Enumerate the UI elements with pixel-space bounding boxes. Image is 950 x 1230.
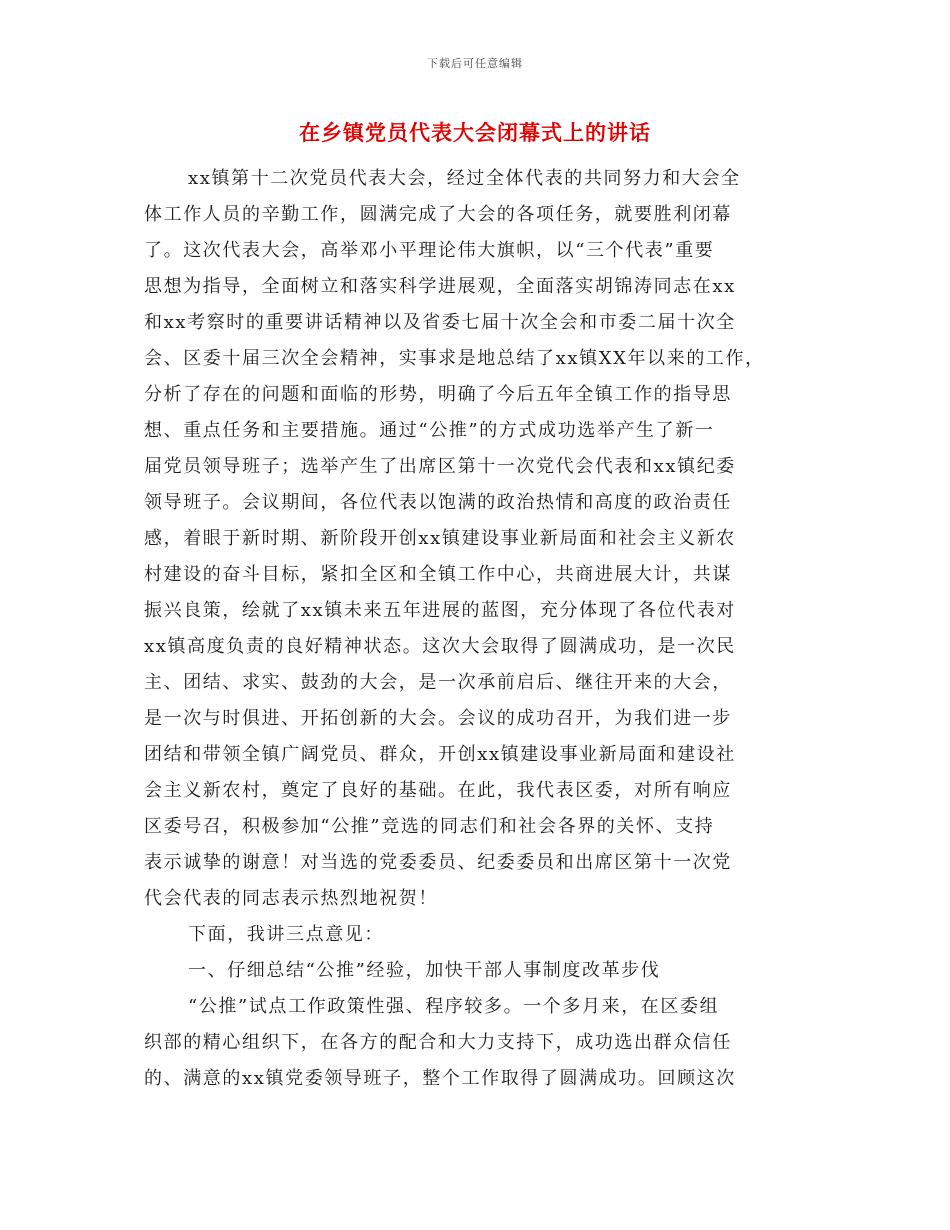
text-line: “公推”试点工作政策性强、程序较多。一个多月来，在区委组 <box>188 996 720 1017</box>
section-heading: 一、仔细总结“公推”经验，加快干部人事制度改革步伐 <box>188 960 661 981</box>
text-line: 区委号召，积极参加“公推”竞选的同志们和社会各界的关怀、支持 <box>144 816 715 837</box>
text-line: 了。这次代表大会，高举邓小平理论伟大旗帜，以“三个代表”重要 <box>144 240 715 261</box>
text-line: 想、重点任务和主要措施。通过“公推”的方式成功选举产生了新一 <box>144 420 715 441</box>
text-line: 下面，我讲三点意见： <box>188 924 384 945</box>
text-line: 代会代表的同志表示热烈地祝贺！ <box>144 888 438 909</box>
text-line: 村建设的奋斗目标，紧扣全区和全镇工作中心，共商进展大计，共谋 <box>144 564 732 585</box>
text-line: 思想为指导，全面树立和落实科学进展观，全面落实胡锦涛同志在xx <box>144 276 736 297</box>
text-line: 的、满意的xx镇党委领导班子，整个工作取得了圆满成功。回顾这次 <box>144 1068 736 1089</box>
text-line: 分析了存在的问题和面临的形势，明确了今后五年全镇工作的指导思 <box>144 384 732 405</box>
page-header-note: 下载后可任意编辑 <box>427 57 523 70</box>
document-title: 在乡镇党员代表大会闭幕式上的讲话 <box>299 121 651 145</box>
text-line: 体工作人员的辛勤工作，圆满完成了大会的各项任务，就要胜利闭幕 <box>144 204 732 225</box>
text-line: 会主义新农村，奠定了良好的基础。在此，我代表区委，对所有响应 <box>144 780 732 801</box>
text-line: 是一次与时俱进、开拓创新的大会。会议的成功召开，为我们进一步 <box>144 708 732 729</box>
text-line: xx镇高度负责的良好精神状态。这次大会取得了圆满成功，是一次民 <box>144 636 736 657</box>
text-line: xx镇第十二次党员代表大会，经过全体代表的共同努力和大会全 <box>188 168 741 189</box>
text-line: 主、团结、求实、鼓劲的大会，是一次承前启后、继往开来的大会， <box>144 672 732 693</box>
text-line: 会、区委十届三次全会精神，实事求是地总结了xx镇XX年以来的工作， <box>144 348 765 369</box>
text-line: 织部的精心组织下，在各方的配合和大力支持下，成功选出群众信任 <box>144 1032 732 1053</box>
text-line: 领导班子。会议期间，各位代表以饱满的政治热情和高度的政治责任 <box>144 492 732 513</box>
text-line: 和xx考察时的重要讲话精神以及省委七届十次全会和市委二届十次全 <box>144 312 736 333</box>
text-line: 振兴良策，绘就了xx镇未来五年进展的蓝图，充分体现了各位代表对 <box>144 600 736 621</box>
text-line: 团结和带领全镇广阔党员、群众，开创xx镇建设事业新局面和建设社 <box>144 744 736 765</box>
text-line: 届党员领导班子；选举产生了出席区第十一次党代会代表和xx镇纪委 <box>144 456 736 477</box>
text-line: 感，着眼于新时期、新阶段开创xx镇建设事业新局面和社会主义新农 <box>144 528 736 549</box>
text-line: 表示诚挚的谢意！对当选的党委委员、纪委委员和出席区第十一次党 <box>144 852 732 873</box>
